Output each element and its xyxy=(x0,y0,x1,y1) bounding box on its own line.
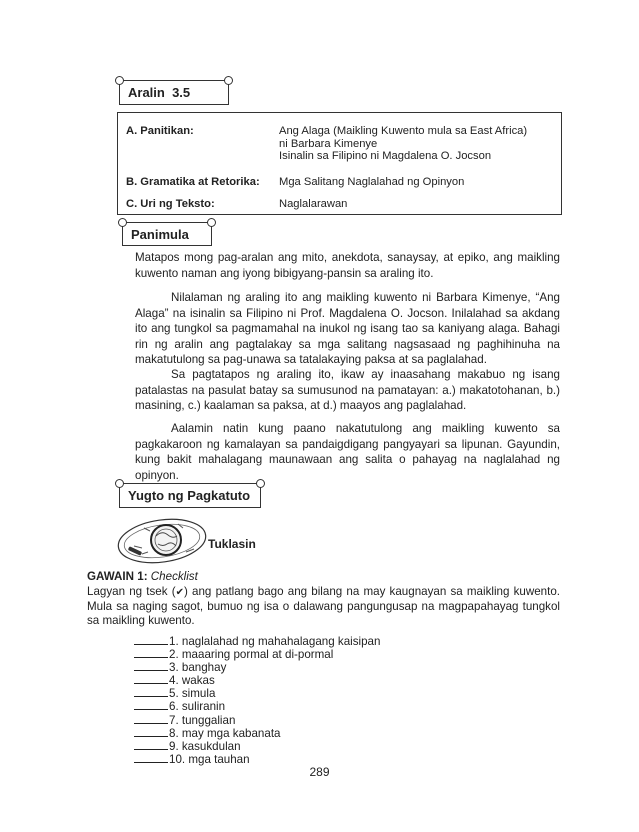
checkmark-icon: ✔ xyxy=(175,587,184,598)
gawain-desc-before: Lagyan ng tsek ( xyxy=(87,585,176,598)
tuklasin-label: Tuklasin xyxy=(208,537,256,551)
checklist-item-text: 2. maaaring pormal at di-pormal xyxy=(169,648,334,662)
checklist-item-text: 6. suliranin xyxy=(169,700,226,714)
checklist xyxy=(134,635,380,766)
checklist-item xyxy=(134,635,380,648)
answer-blank[interactable] xyxy=(134,753,168,763)
paragraph-content: Nilalaman ng araling ito ang maikling kuwento ni Barbara Kimenye, “Ang Alaga” na isinalin sa Filipino ni Prof. Magdalena O. Jocson. Inilalahad sa akdang ito ang tungkol sa pagmamahal na inukol ng isang tao sa kaniyang alaga. Bahagi rin ng aralin ang pagtalakay sa mga salitang nagsasaad ng paghihinuha na makatutulong sa pag-unawa sa tatalakaying paksa at sa paglalahad. xyxy=(135,291,560,367)
answer-blank[interactable] xyxy=(134,635,168,645)
panitikan-label: A. Panitikan: xyxy=(126,125,194,137)
answer-blank[interactable] xyxy=(134,687,168,697)
gawain-subtitle: Checklist xyxy=(150,570,198,583)
paragraph-awareness: Aalamin natin kung paano nakatutulong ang maikling kuwento sa pagkakaroon ng kamalayan sa pandaigdigang pangyayari sa lipunan. Gayundin, kung bakit mahalagang maunawaan ang salita o pahayag na naglalahad ng opinyon. xyxy=(135,422,560,482)
answer-blank[interactable] xyxy=(134,727,168,737)
checklist-item-text: 9. kasukdulan xyxy=(169,739,241,753)
checklist-item-text: 10. mga tauhan xyxy=(169,752,250,766)
checklist-item xyxy=(134,700,380,713)
panitikan-line-author: ni Barbara Kimenye xyxy=(279,137,378,150)
checklist-item-text: 8. may mga kabanata xyxy=(169,726,281,740)
paragraph-expectation: Sa pagtatapos ng araling ito, ikaw ay inaasahang makabuo ng isang patalastas na pasulat batay sa sumusunod na pamatayan: a.) makatotohanan, b.) masining, c.) kaalaman sa paksa, at d.) maayos ang paglalahad. xyxy=(135,368,560,413)
aralin-label: Aralin 3.5 xyxy=(128,85,191,100)
yugto-label: Yugto ng Pagkatuto xyxy=(128,488,251,503)
panitikan-value xyxy=(279,125,527,163)
gawain-title: GAWAIN 1: xyxy=(87,570,148,583)
checklist-item-text: 4. wakas xyxy=(169,674,215,688)
aralin-tab xyxy=(119,80,229,105)
checklist-item xyxy=(134,727,380,740)
checklist-item xyxy=(134,740,380,753)
gramatika-label: B. Gramatika at Retorika: xyxy=(126,176,260,188)
checklist-item xyxy=(134,714,380,727)
gawain-instructions xyxy=(87,585,560,627)
checklist-item xyxy=(134,648,380,661)
uri-value: Naglalarawan xyxy=(279,198,348,210)
lesson-info-box xyxy=(117,112,562,215)
checklist-item-text: 3. banghay xyxy=(169,661,227,675)
answer-blank[interactable] xyxy=(134,714,168,724)
yugto-tab xyxy=(119,483,261,508)
gawain-heading xyxy=(87,570,198,583)
answer-blank[interactable] xyxy=(134,740,168,750)
panimula-tab xyxy=(122,222,212,246)
panimula-label: Panimula xyxy=(131,226,189,242)
gawain-desc-after: ) ang patlang bago ang bilang na may kaugnayan sa maikling kuwento. Mula sa naging sagot, bumuo ng isa o dalawang pangungusap na magpapahayag tungkol sa maikling kuwento. xyxy=(87,585,560,627)
checklist-item xyxy=(134,753,380,766)
checklist-item-text: 7. tunggalian xyxy=(169,713,236,727)
checklist-item xyxy=(134,687,380,700)
checklist-item xyxy=(134,674,380,687)
page-number: 289 xyxy=(309,765,330,779)
paragraph-intro: Matapos mong pag-aralan ang mito, anekdota, sanaysay, at epiko, ang maikling kuwento naman ang iyong bibigyang-pansin sa araling ito. xyxy=(135,251,560,280)
panitikan-line-title: Ang Alaga (Maikling Kuwento mula sa East Africa) xyxy=(279,125,528,137)
panitikan-line-translator: Isinalin sa Filipino ni Magdalena O. Jocson xyxy=(279,150,492,162)
checklist-item-text: 1. naglalahad ng mahahalagang kaisipan xyxy=(169,635,381,648)
magnifying-glass-globe-icon xyxy=(116,516,214,568)
answer-blank[interactable] xyxy=(134,700,168,710)
uri-label: C. Uri ng Teksto: xyxy=(126,198,215,210)
checklist-item xyxy=(134,661,380,674)
answer-blank[interactable] xyxy=(134,648,168,658)
gramatika-value: Mga Salitang Naglalahad ng Opinyon xyxy=(279,176,465,188)
answer-blank[interactable] xyxy=(134,674,168,684)
answer-blank[interactable] xyxy=(134,661,168,671)
checklist-item-text: 5. simula xyxy=(169,687,216,701)
